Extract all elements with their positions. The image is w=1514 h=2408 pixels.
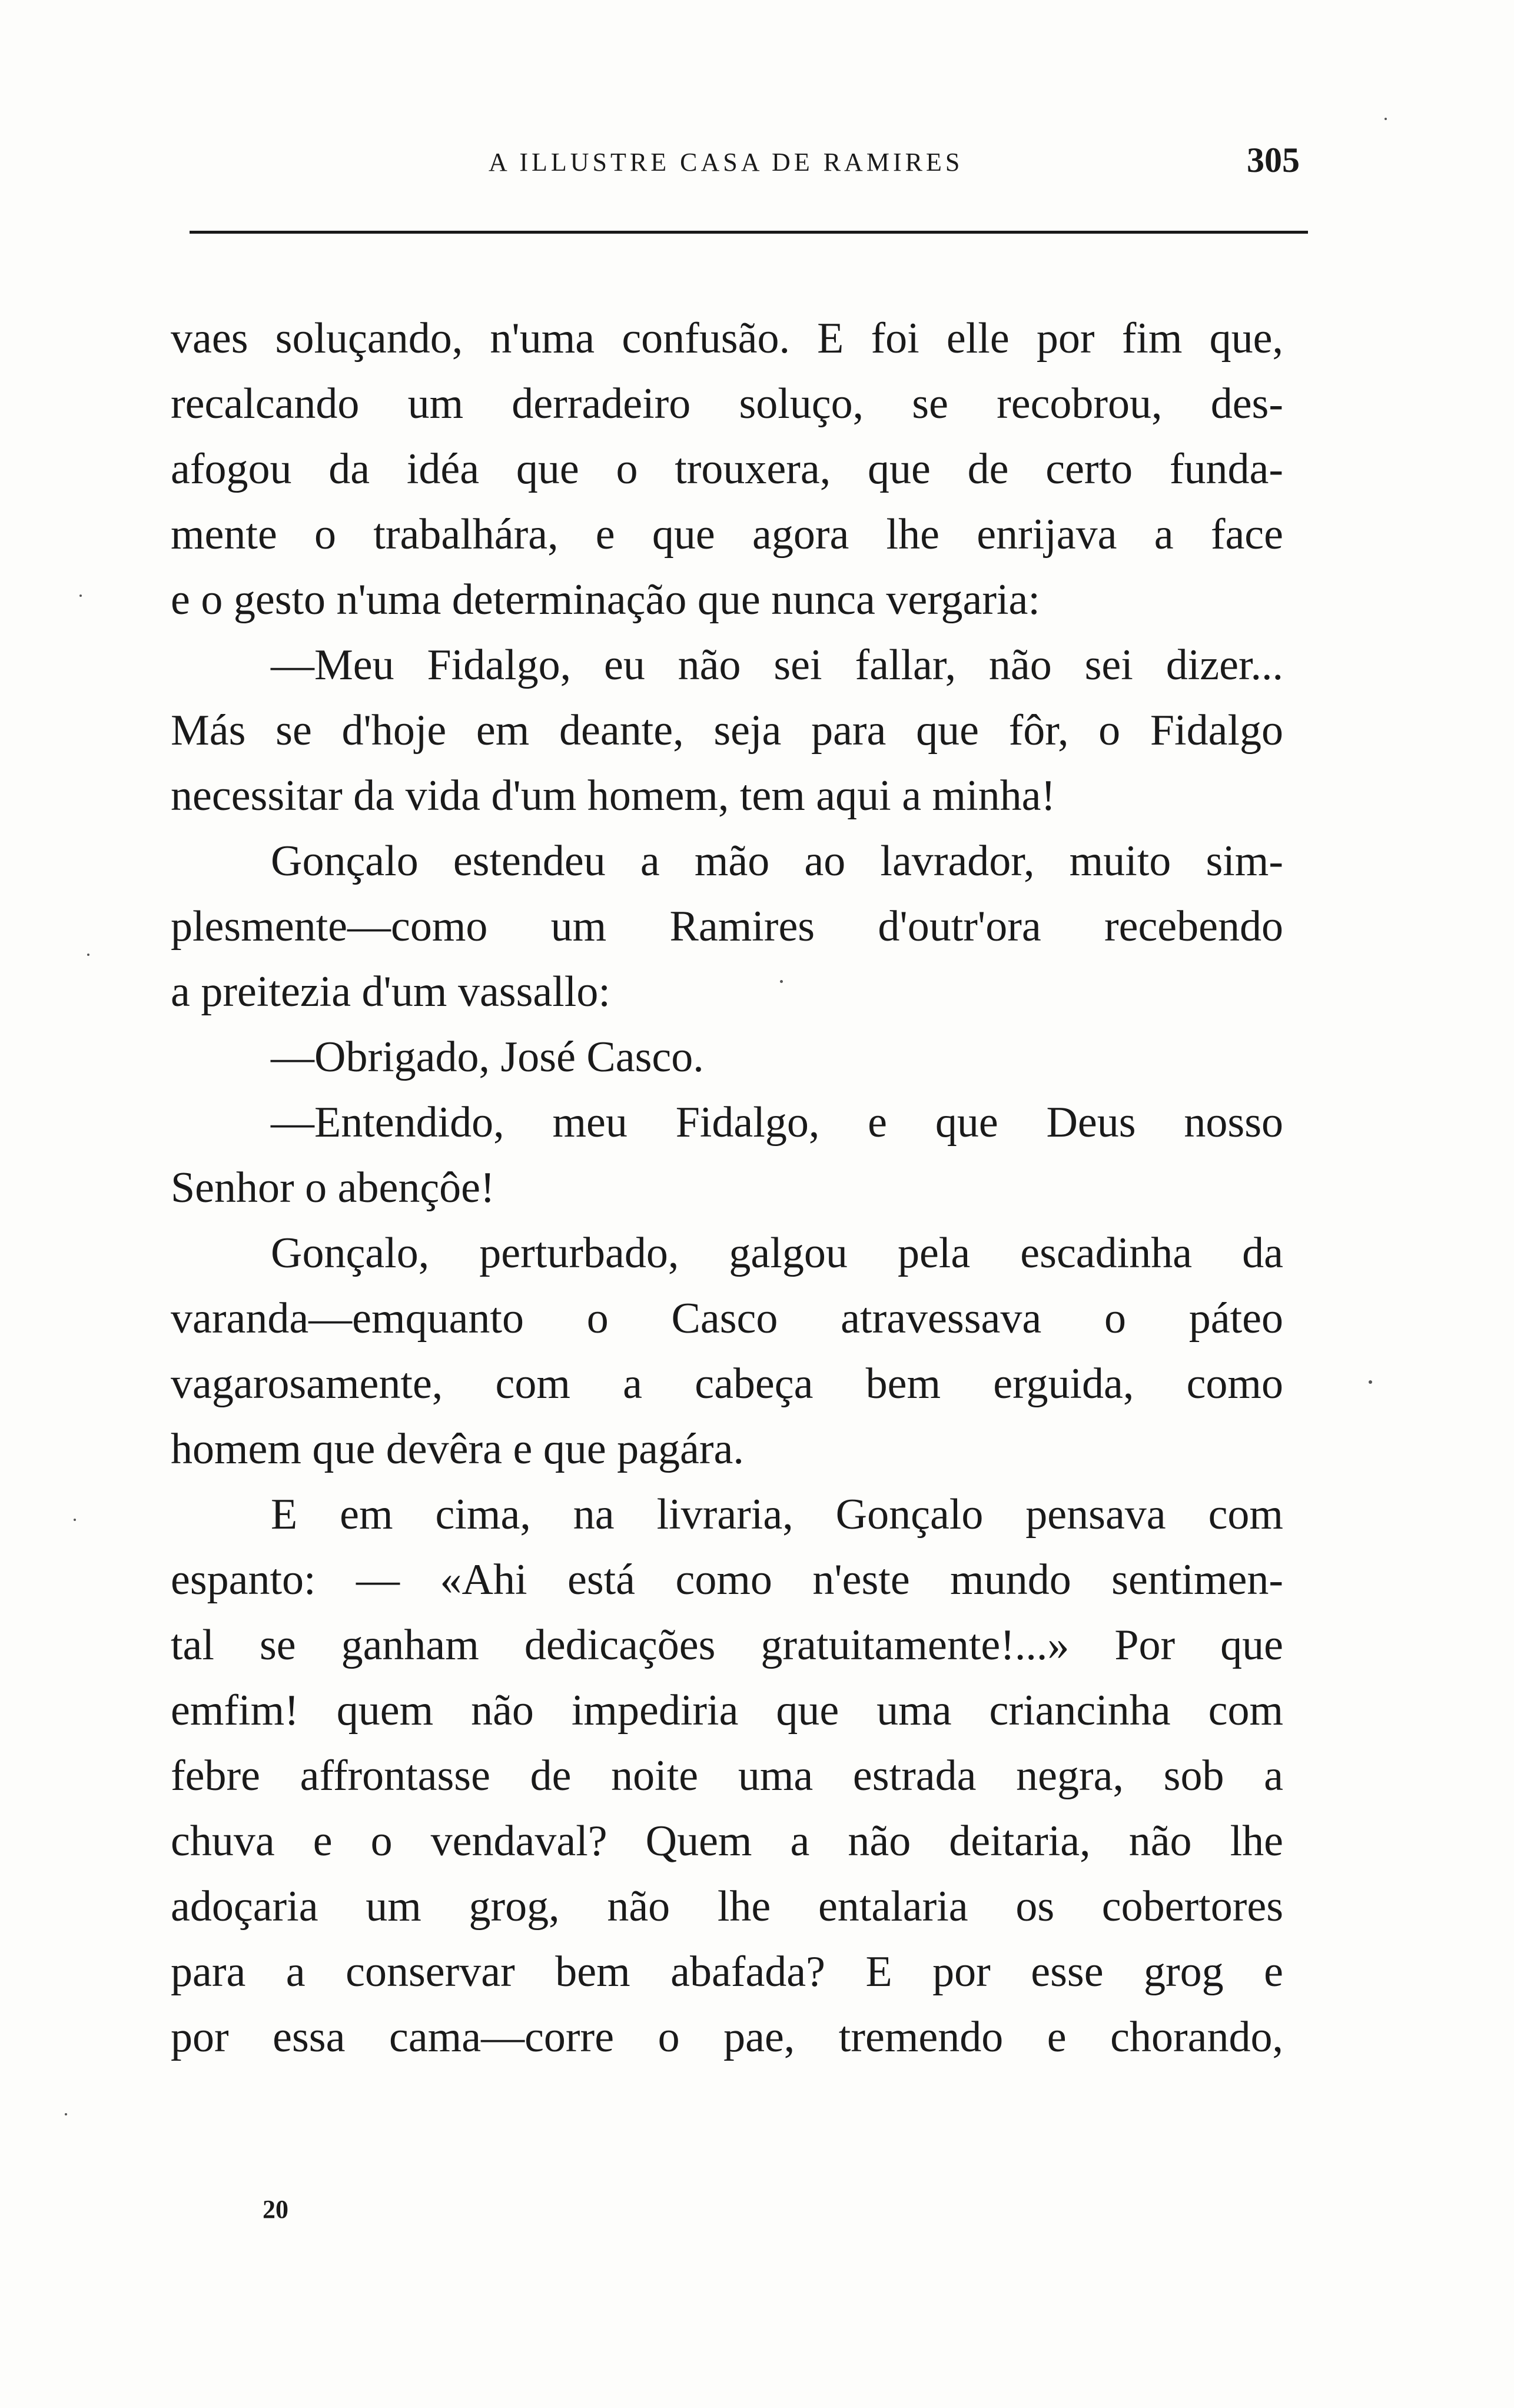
text-line: necessitar da vida d'um homem, tem aqui a minha! [171, 772, 1056, 820]
text-line: espanto: — «Ahi está como n'este mundo sentimen- [171, 1556, 1283, 1604]
text-line: varanda—emquanto o Casco atravessava o páteo [171, 1294, 1283, 1343]
text-line: e o gesto n'uma determinação que nunca vergaria: [171, 576, 1040, 624]
text-line: —Obrigado, José Casco. [271, 1033, 704, 1081]
paper-speck [1384, 118, 1387, 120]
text-line: para a conservar bem abafada? E por esse grog e [171, 1948, 1283, 1996]
signature-mark: 20 [263, 2195, 288, 2224]
text-line: chuva e o vendaval? Quem a não deitaria, não lhe [171, 1817, 1283, 1865]
paper-speck [74, 1519, 76, 1521]
text-line: adoçaria um grog, não lhe entalaria os cobertores [171, 1882, 1283, 1931]
paper-speck [65, 2113, 67, 2115]
text-line: Más se d'hoje em deante, seja para que fôr, o Fidalgo [171, 706, 1283, 755]
header-rule [190, 231, 1308, 234]
paper-speck [79, 594, 82, 597]
text-line: homem que devêra e que pagára. [171, 1425, 744, 1473]
text-line: tal se ganham dedicações gratuitamente!...» Por que [171, 1621, 1283, 1669]
paper-speck [780, 980, 783, 983]
body-text [171, 306, 1283, 2070]
text-line: mente o trabalhára, e que agora lhe enrijava a face [171, 510, 1283, 559]
text-line: —Entendido, meu Fidalgo, e que Deus nosso [271, 1098, 1283, 1147]
page-number: 305 [1247, 141, 1300, 180]
text-line: emfim! quem não impediria que uma criancinha com [171, 1686, 1283, 1735]
text-line: febre affrontasse de noite uma estrada negra, sob a [171, 1752, 1283, 1800]
paper-speck [1369, 1380, 1372, 1384]
text-line: a preitezia d'um vassallo: [171, 968, 610, 1016]
text-line: Senhor o abençôe! [171, 1164, 495, 1212]
text-line: recalcando um derradeiro soluço, se recobrou, des- [171, 380, 1283, 428]
text-line: afogou da idéa que o trouxera, que de certo funda- [171, 445, 1283, 493]
text-line: vagarosamente, com a cabeça bem erguida, como [171, 1360, 1283, 1408]
text-line: Gonçalo estendeu a mão ao lavrador, muito sim- [271, 837, 1283, 885]
paper-speck [87, 954, 89, 956]
text-line: plesmente—como um Ramires d'outr'ora recebendo [171, 902, 1283, 951]
text-line: Gonçalo, perturbado, galgou pela escadinha da [271, 1229, 1283, 1277]
text-line: vaes soluçando, n'uma confusão. E foi elle por fim que, [171, 314, 1283, 363]
running-header: A ILLUSTRE CASA DE RAMIRES [489, 148, 964, 177]
text-line: por essa cama—corre o pae, tremendo e chorando, [171, 2013, 1283, 2061]
text-line: E em cima, na livraria, Gonçalo pensava com [271, 1490, 1283, 1539]
text-line: —Meu Fidalgo, eu não sei fallar, não sei dizer... [271, 641, 1283, 689]
